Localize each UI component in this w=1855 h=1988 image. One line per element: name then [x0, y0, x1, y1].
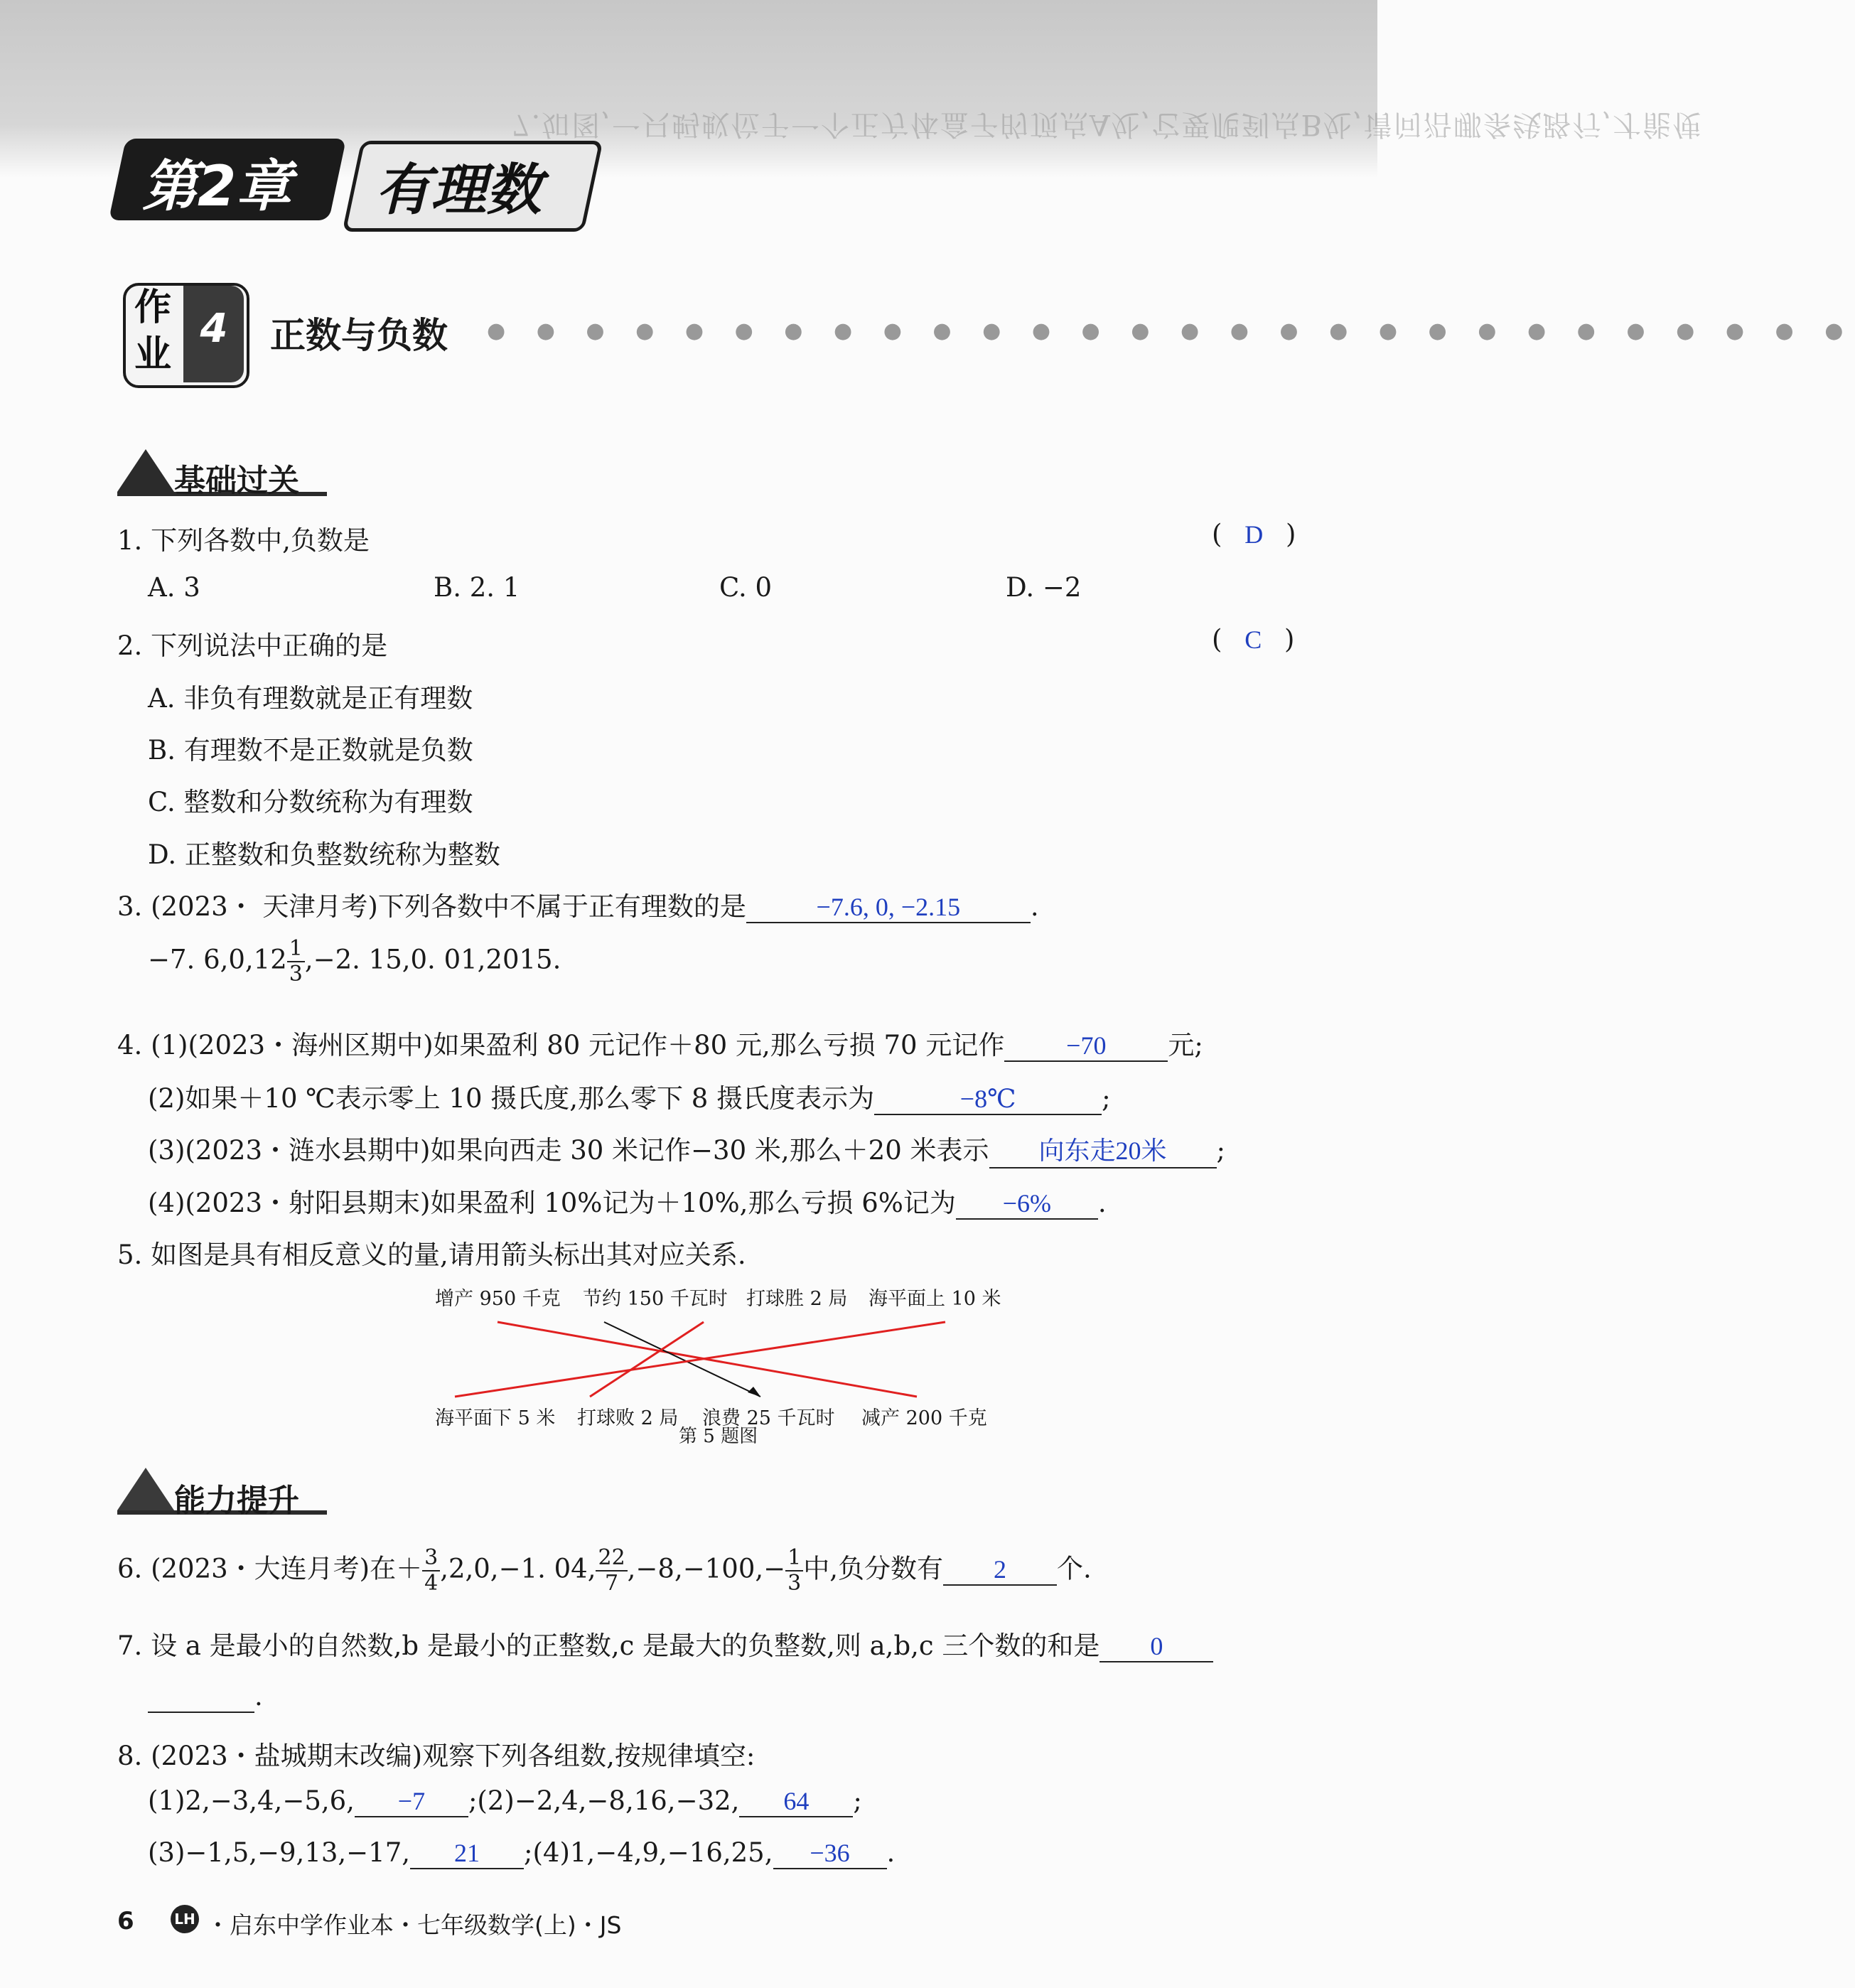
publisher-logo-icon: LH — [171, 1905, 199, 1933]
subhead-ability: 能力提升 — [174, 1483, 299, 1519]
q6-fraction-2 — [596, 1546, 627, 1596]
fig-bottom-label-1: 海平面下 5 米 — [435, 1407, 556, 1429]
q1-option-d: D. −2 — [1006, 572, 1082, 603]
q7-stem: 7. 设 a 是最小的自然数,b 是最小的正整数,c 是最大的负整数,则 a,b,c 三个数的和是 — [117, 1630, 1100, 1661]
q6-f1-den: 4 — [424, 1571, 439, 1596]
q1-option-c: C. 0 — [719, 572, 773, 603]
q8-p3-blank — [410, 1837, 524, 1869]
chapter-title: 有理数 — [375, 158, 542, 222]
q4-p4-answer: −6% — [1002, 1189, 1052, 1218]
subhead-triangle-icon — [117, 1468, 174, 1510]
fig-bottom-label-4: 减产 200 千克 — [861, 1407, 987, 1429]
q3-line — [117, 885, 1039, 923]
q7-blank-continued — [148, 1681, 254, 1713]
q6-f2-num: 22 — [596, 1546, 627, 1571]
q1-stem: 1. 下列各数中,负数是 — [117, 525, 370, 556]
answer-line-4 — [455, 1322, 945, 1397]
q7-end: . — [254, 1681, 263, 1712]
q4-part3 — [148, 1129, 1225, 1168]
q1-paren-open: ( — [1212, 519, 1222, 549]
answer-line-1 — [498, 1322, 917, 1397]
q8-p2-blank — [739, 1785, 853, 1817]
q1-paren-close: ) — [1285, 519, 1296, 549]
q1-answer: D — [1244, 520, 1264, 549]
q2-option-c: C. 整数和分数统称为有理数 — [148, 787, 473, 817]
q2-stem: 2. 下列说法中正确的是 — [117, 630, 388, 661]
q2-option-d: D. 正整数和负整数统称为整数 — [148, 839, 500, 870]
fig-bottom-label-2: 打球败 2 局 — [577, 1407, 679, 1429]
q7-line2 — [148, 1681, 263, 1713]
q2-option-b: B. 有理数不是正数就是负数 — [148, 735, 473, 765]
q3-end: . — [1030, 891, 1039, 922]
q6-f2-den: 7 — [605, 1571, 619, 1596]
q7-line — [117, 1624, 1213, 1662]
q4-p2-end: ; — [1102, 1083, 1111, 1114]
q6-blank — [943, 1554, 1057, 1586]
fig-top-label-2: 节约 150 千瓦时 — [583, 1288, 728, 1310]
q2-answer-slot — [1212, 624, 1294, 655]
q3-stem: 3. (2023・ 天津月考)下列各数中不属于正有理数的是 — [117, 891, 746, 922]
q5-stem: 5. 如图是具有相反意义的量,请用箭头标出其对应关系. — [117, 1240, 746, 1270]
q4-p4-blank — [956, 1188, 1098, 1220]
q8-row2 — [148, 1837, 895, 1869]
q2-paren-close: ) — [1284, 624, 1295, 655]
q4-p4-stem: (4)(2023・射阳县期末)如果盈利 10%记为＋10%,那么亏损 6%记为 — [148, 1188, 956, 1218]
q3-blank — [746, 891, 1031, 923]
q8-p1-answer: −7 — [397, 1787, 426, 1815]
section-dots: ● ● ● ● ● ● ● ● ● ● ● ● ● ● ● ● ● ● ● ● ● ● ● ● ● ● ● ● — [487, 318, 1855, 343]
q4-p4-end: . — [1097, 1188, 1107, 1218]
fig-bottom-label-3: 浪费 25 千瓦时 — [702, 1407, 835, 1429]
q4-p3-blank — [989, 1131, 1217, 1168]
q3-answer: −7.6, 0, −2.15 — [816, 893, 961, 921]
q3-list-after: ,−2. 15,0. 01,2015. — [304, 944, 561, 975]
q8-row1 — [148, 1785, 862, 1817]
q8-p3-stem: (3)−1,5,−9,13,−17, — [148, 1837, 411, 1868]
q4-p2-stem: (2)如果＋10 ℃表示零上 10 摄氏度,那么零下 8 摄氏度表示为 — [148, 1083, 875, 1114]
answer-arrow-2 — [604, 1322, 760, 1397]
q4-p1-answer: −70 — [1066, 1031, 1107, 1060]
answer-line-3 — [590, 1322, 704, 1397]
q8-p1-blank — [355, 1785, 468, 1817]
page-number: 6 — [117, 1907, 134, 1935]
q4-p3-answer: 向东走20米 — [1038, 1137, 1167, 1165]
q6-mid2: ,−8,−100,− — [627, 1553, 786, 1584]
q2-paren-open: ( — [1212, 624, 1222, 655]
subhead-triangle-icon — [117, 449, 174, 492]
q6-line — [117, 1546, 1092, 1596]
q3-frac-num: 1 — [287, 937, 305, 962]
q6-f1-num: 3 — [422, 1546, 440, 1571]
q1-option-b: B. 2. 1 — [434, 572, 520, 603]
chapter-number: 第2章 — [142, 155, 292, 219]
homework-number: 4 — [200, 306, 228, 352]
q3-list — [148, 937, 561, 987]
fig-top-label-1: 增产 950 千克 — [435, 1288, 561, 1310]
book-title: ・启东中学作业本・七年级数学(上)・JS — [206, 1911, 622, 1939]
q8-p4-blank — [773, 1837, 887, 1869]
q6-end: 个. — [1056, 1553, 1092, 1584]
homework-label: 作业 — [134, 286, 171, 376]
q6-f3-den: 3 — [787, 1571, 802, 1596]
q4-p1-end: 元; — [1168, 1030, 1203, 1060]
q1-option-a: A. 3 — [148, 572, 200, 603]
q6-mid1: ,2,0,−1. 04, — [440, 1553, 596, 1584]
q3-fraction — [287, 937, 305, 987]
q8-p4-stem: ;(4)1,−4,9,−16,25, — [524, 1837, 773, 1868]
q2-option-a: A. 非负有理数就是正有理数 — [148, 683, 473, 714]
q8-p4-answer: −36 — [810, 1839, 850, 1867]
subhead-basic: 基础过关 — [174, 463, 299, 499]
q4-part4 — [148, 1181, 1107, 1220]
q2-answer: C — [1244, 625, 1262, 654]
q4-p3-stem: (3)(2023・涟水县期中)如果向西走 30 米记作−30 米,那么＋20 米表示 — [148, 1135, 989, 1166]
fig-top-label-3: 打球胜 2 局 — [746, 1288, 848, 1310]
q6-f3-num: 1 — [785, 1546, 803, 1571]
fig-top-label-4: 海平面上 10 米 — [869, 1288, 1001, 1310]
arrowhead-icon — [748, 1387, 760, 1397]
q6-stem-start: 6. (2023・大连月考)在＋ — [117, 1553, 423, 1584]
q8-p4-end: . — [886, 1837, 896, 1868]
section-title: 正数与负数 — [270, 315, 448, 356]
q1-answer-slot — [1212, 519, 1296, 549]
q6-fraction-1 — [422, 1546, 440, 1596]
q8-p2-answer: 64 — [783, 1787, 810, 1815]
q8-p2-stem: ;(2)−2,4,−8,16,−32, — [468, 1785, 740, 1816]
q4-p1-stem: 4. (1)(2023・海州区期中)如果盈利 80 元记作＋80 元,那么亏损 70 元记作 — [117, 1030, 1005, 1060]
q5-caption: 第 5 题图 — [679, 1426, 758, 1447]
q3-frac-den: 3 — [289, 962, 303, 987]
q8-p1-stem: (1)2,−3,4,−5,6, — [148, 1785, 355, 1816]
q4-part1 — [117, 1023, 1203, 1062]
bleed-through-text: 7.如图,一只蚂蚁位于一个正方体盒子的顶点A处,它要爬到点B处,请问沿哪条线路行,才能使 — [512, 108, 1703, 141]
q4-part2 — [148, 1077, 1111, 1115]
q4-p3-end: ; — [1216, 1135, 1225, 1166]
q6-answer: 2 — [993, 1554, 1006, 1584]
q4-p2-blank — [874, 1083, 1102, 1115]
q3-list-before: −7. 6,0,12 — [148, 944, 287, 975]
q7-answer: 0 — [1150, 1632, 1163, 1660]
q4-p2-answer: −8℃ — [959, 1085, 1016, 1113]
q8-p3-answer: 21 — [454, 1839, 480, 1867]
q8-p2-end: ; — [853, 1785, 862, 1816]
q7-blank — [1099, 1630, 1213, 1662]
q4-p1-blank — [1004, 1030, 1168, 1062]
q6-mid3: 中,负分数有 — [803, 1553, 943, 1584]
q8-stem: 8. (2023・盐城期末改编)观察下列各组数,按规律填空: — [117, 1741, 756, 1771]
q6-fraction-3 — [785, 1546, 803, 1596]
